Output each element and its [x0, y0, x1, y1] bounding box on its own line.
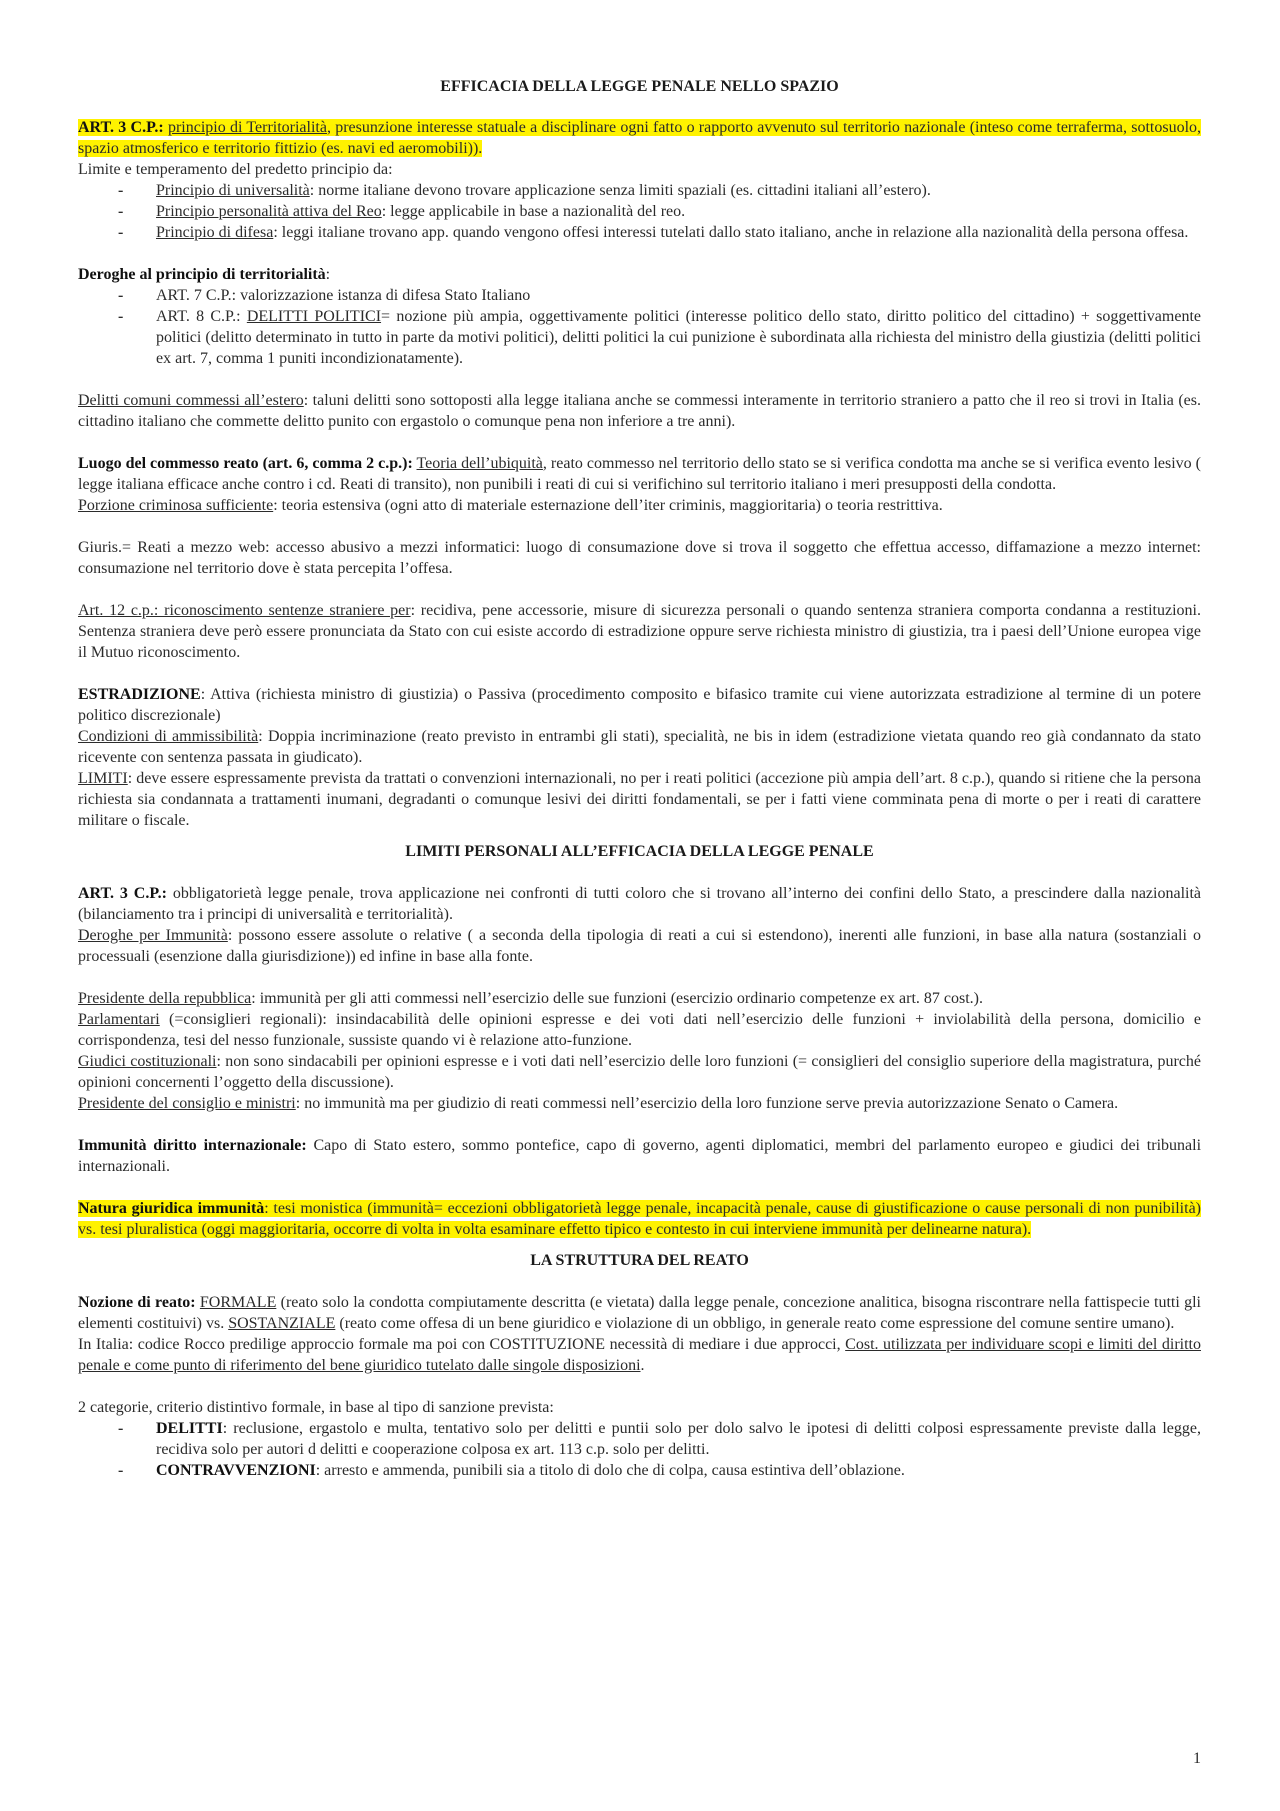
art12-paragraph: Art. 12 c.p.: riconoscimento sentenze straniere per: recidiva, pene accessorie, misure di sicurezza personali o quando sentenza straniera comporta condanna a restituzioni. Sentenza straniera deve però essere pronunciata da Stato con cui esiste accordo di estradizione oppure serve richiesta ministro di giustizia, tra i paesi dell’Unione europea vige il Mutuo riconoscimento.	[78, 602, 1201, 661]
limite-intro: Limite e temperamento del predetto principio da:	[78, 161, 393, 178]
presidente-paragraph: Presidente della repubblica: immunità per gli atti commessi nell’esercizio delle sue funzioni (esercizio ordinario competenze ex art. 87 cost.).	[78, 990, 984, 1007]
parlamentari-paragraph: Parlamentari (=consiglieri regionali): insindacabilità delle opinioni espresse e dei voti dati nell’esercizio delle funzioni + inviolabilità della persona, domicilio e corrispondenza, tesi del nesso funzionale, sussiste quando vi è relazione atto-funzione.	[78, 1011, 1201, 1049]
porzione-paragraph: Porzione criminosa sufficiente: teoria estensiva (ogni atto di materiale esternazione dell’iter criminis, maggioritaria) o teoria restrittiva.	[78, 497, 943, 514]
list-item: - DELITTI: reclusione, ergastolo e multa, tentativo solo per delitti e puntii solo per dolo salvo le ipotesi di delitti colposi espressamente previste dalla legge, recidiva solo per autori d delitti e cooperazione colposa ex art. 113 c.p. solo per delitti.	[156, 1418, 1201, 1460]
art3-paragraph: ART. 3 C.P.: principio di Territorialità, presunzione interesse statuale a disciplinare ogni fatto o rapporto avvenuto sul territorio nazionale (inteso come terraferma, sottosuolo, spazio atmosferico e territorio fittizio (es. navi ed aeromobili)).	[78, 119, 1202, 157]
nozione-paragraph: Nozione di reato: FORMALE (reato solo la condotta compiutamente descritta (e vietata) dalla legge penale, concezione analitica, bisogna riscontrare nella fattispecie tutti gli elementi costituivi) vs. SOSTANZIALE (reato come offesa di un bene giuridico e violazione di un obbligo, in generale reato come espressione del comune sentire umano).	[78, 1294, 1201, 1332]
art3b-paragraph: ART. 3 C.P.: obbligatorietà legge penale, trova applicazione nei confronti di tutti coloro che si trovano all’interno dei confini dello Stato, a prescindere dalla nazionalità (bilanciamento tra i principi di universalità e territorialità).	[78, 885, 1202, 923]
natura-giuridica-paragraph: Natura giuridica immunità: tesi monistica (immunità= eccezioni obbligatorietà legge penale, incapacità penale, cause di giustificazione o cause personali di non punibilità) vs. tesi pluralistica (oggi maggioritaria, occorre di volta in volta esaminare effetto tipico e contesto in cui interviene immunità per delinearne natura).	[78, 1200, 1202, 1238]
document-body	[78, 76, 1201, 1481]
estradizione-paragraph: ESTRADIZIONE: Attiva (richiesta ministro di giustizia) o Passiva (procedimento composito e bifasico tramite cui viene autorizzata estradizione al termine di un potere politico discrezionale)	[78, 686, 1201, 724]
condizioni-paragraph: Condizioni di ammissibilità: Doppia incriminazione (reato previsto in entrambi gli stati), specialità, ne bis in idem (estradizione vietata quando reo già condannato da stato ricevente con sentenza passata in giudicato).	[78, 728, 1201, 766]
presidente-consiglio-paragraph: Presidente del consiglio e ministri: no immunità ma per giudizio di reati commessi nell’esercizio della loro funzione serve previa autorizzazione Senato o Camera.	[78, 1095, 1119, 1112]
deroghe-heading: Deroghe al principio di territorialità:	[78, 266, 331, 283]
limiti-paragraph: LIMITI: deve essere espressamente prevista da trattati o convenzioni internazionali, no per i reati politici (accezione più ampia dell’art. 8 c.p.), quando si ritiene che la persona richiesta sia condannata a trattamenti inumani, degradanti o comunque lesivi dei diritti fondamentali, se per i fatti viene comminata pena di morte o per i reati di carattere militare o fiscale.	[78, 770, 1201, 829]
section-title-struttura-reato: LA STRUTTURA DEL REATO	[530, 1252, 749, 1269]
list-item: - ART. 8 C.P.: DELITTI POLITICI= nozione più ampia, oggettivamente politici (interesse politico dello stato, diritto politico del cittadino) + soggettivamente politici (delitto determinato in tutto in parte da motivi politici), delitti politici la cui punizione è subordinata alla richiesta del ministro della giustizia (delitti politici ex art. 7, comma 1 puniti incondizionatamente).	[156, 306, 1201, 369]
giuris-paragraph: Giuris.= Reati a mezzo web: accesso abusivo a mezzi informatici: luogo di consumazione dove si trova il soggetto che effettua accesso, diffamazione a mezzo internet: consumazione nel territorio dove è stata percepita l’offesa.	[78, 539, 1201, 577]
categorie-intro: 2 categorie, criterio distintivo formale, in base al tipo di sanzione prevista:	[78, 1399, 554, 1416]
categorie-list	[78, 1418, 1201, 1481]
list-item: - Principio di universalità: norme italiane devono trovare applicazione senza limiti spaziali (es. cittadini italiani all’estero).	[156, 180, 1201, 201]
deroghe-list	[78, 285, 1201, 369]
deroghe-immunita-paragraph: Deroghe per Immunità: possono essere assolute o relative ( a seconda della tipologia di reati a cui si estendono), inerenti alle funzioni, in base alla natura (sostanziali o processuali (esenzione dalla giurisdizione)) ed infine in base alla fonte.	[78, 927, 1201, 965]
list-item: - ART. 7 C.P.: valorizzazione istanza di difesa Stato Italiano	[156, 285, 1201, 306]
list-item: - Principio personalità attiva del Reo: legge applicabile in base a nazionalità del reo.	[156, 201, 1201, 222]
limite-list	[78, 180, 1201, 243]
section-title-limiti-personali: LIMITI PERSONALI ALL’EFFICACIA DELLA LEGGE PENALE	[405, 843, 874, 860]
italia-paragraph: In Italia: codice Rocco predilige approccio formale ma poi con COSTITUZIONE necessità di mediare i due approcci, Cost. utilizzata per individuare scopi e limiti del diritto penale e come punto di riferimento del bene giuridico tutelato dalle singole disposizioni.	[78, 1336, 1201, 1374]
section-title-spazio: EFFICACIA DELLA LEGGE PENALE NELLO SPAZIO	[440, 78, 839, 95]
delitti-comuni-paragraph: Delitti comuni commessi all’estero: taluni delitti sono sottoposti alla legge italiana anche se commessi interamente in territorio straniero a patto che il reo si trovi in Italia (es. cittadino italiano che commette delitto punito con ergastolo o comunque pena non inferiore a tre anni).	[78, 392, 1202, 430]
immunita-internazionale-paragraph: Immunità diritto internazionale: Capo di Stato estero, sommo pontefice, capo di governo, agenti diplomatici, membri del parlamento europeo e giudici dei tribunali internazionali.	[78, 1137, 1202, 1175]
list-item: - Principio di difesa: leggi italiane trovano app. quando vengono offesi interessi tutelati dallo stato italiano, anche in relazione alla nazionalità della persona offesa.	[156, 222, 1201, 243]
luogo-paragraph: Luogo del commesso reato (art. 6, comma 2 c.p.): Teoria dell’ubiquità, reato commesso nel territorio dello stato se si verifica condotta ma anche se si verifica evento lesivo ( legge italiana efficace anche contro i cd. Reati di transito), non punibili i reati di cui si verifichino sul territorio italiano i meri presupposti della condotta.	[78, 455, 1202, 493]
page-number: 1	[1193, 1750, 1201, 1767]
giudici-paragraph: Giudici costituzionali: non sono sindacabili per opinioni espresse e i voti dati nell’esercizio delle loro funzioni (= consiglieri del consiglio superiore della magistratura, purché opinioni concernenti l’oggetto della discussione).	[78, 1053, 1202, 1091]
list-item: - CONTRAVVENZIONI: arresto e ammenda, punibili sia a titolo di dolo che di colpa, causa estintiva dell’oblazione.	[156, 1460, 1201, 1481]
